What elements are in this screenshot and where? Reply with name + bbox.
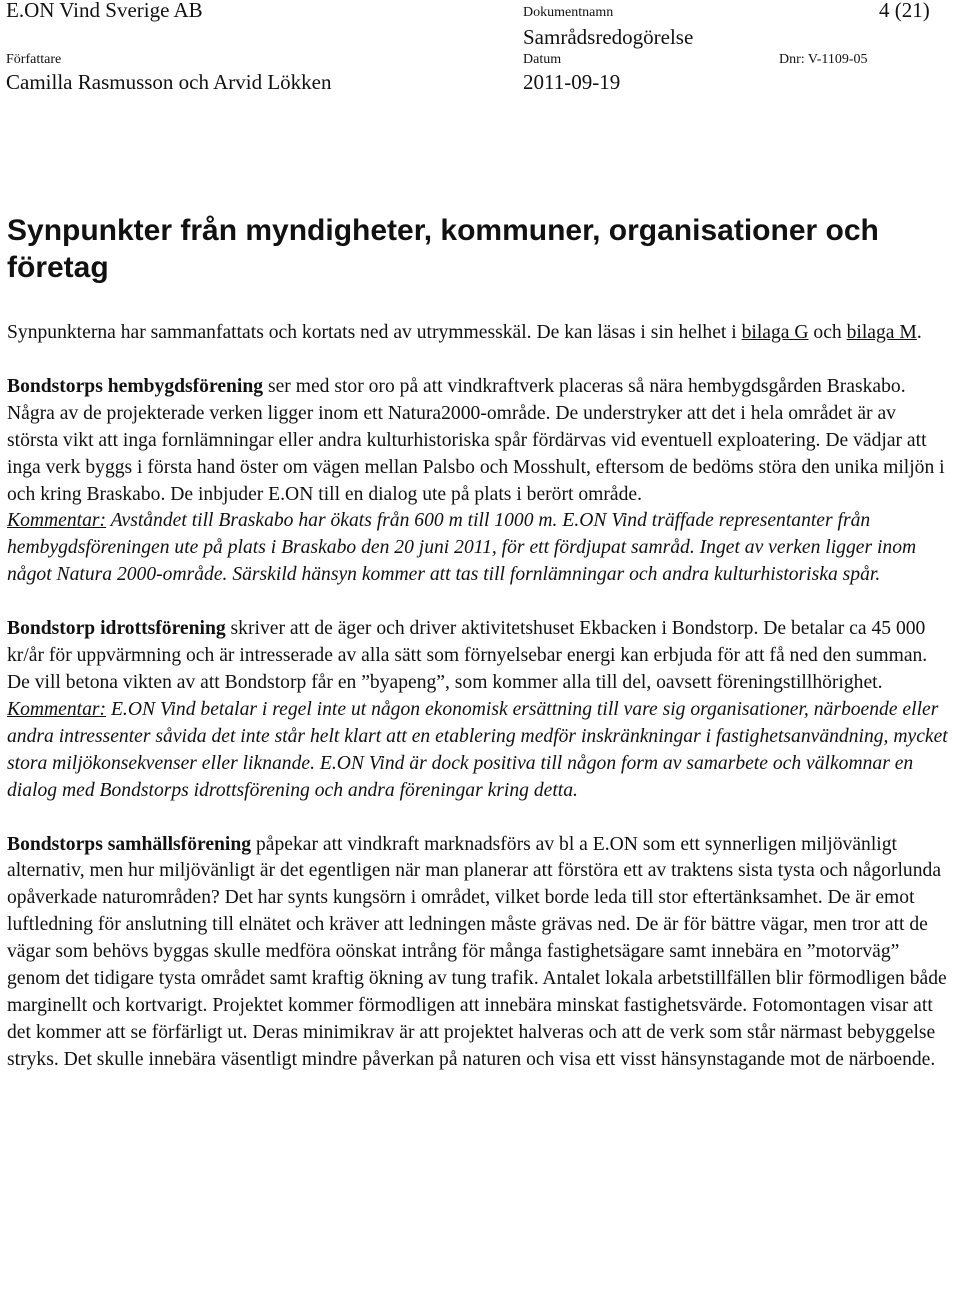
- comment-text: E.ON Vind betalar i regel inte ut någon ekonomisk ersättning till vare sig organisationer, närboende eller andra intressenter såvida det inte står helt klart att en etablering medför inskränkningar i fastighetsanvändning, mycket stora miljökonsekvenser eller liknande. E.ON Vind är dock positiva till någon form av samarbete och välkomnar en dialog med Bondstorps idrottsförening och andra föreningar kring detta.: [7, 698, 948, 801]
- section-samhallsforening: [7, 832, 952, 1074]
- org-name: Bondstorp idrottsförening: [7, 618, 226, 640]
- section-body: ser med stor oro på att vindkraftverk placeras så nära hembygdsgården Braskabo. Några av de projekterade verken ligger inom ett Natura2000-område. De understryker att det i hela området är av största vikt att inga fornlämningar eller andra kulturhistoriska spår fördärvas vid eventuell exploatering. De vädjar att inga verk byggs i första hand öster om vägen mellan Palsbo och Mosshult, eftersom de bedöms störa den unika miljön i och kring Braskabo. De inbjuder E.ON till en dialog ute på plats i berört område.: [7, 375, 945, 505]
- dnr: Dnr: V-1109-05: [779, 52, 868, 67]
- doc-name-label: Dokumentnamn: [523, 5, 614, 20]
- org-name: Bondstorps hembygdsförening: [7, 375, 264, 397]
- section-body: skriver att de äger och driver aktivitetshuset Ekbacken i Bondstorp. De betalar ca 45 000 kr/år för uppvärmning och är intresserade av alla sätt som förnyelsebar energi kan erbjuda för att få ned den summan. De vill betona vikten av att Bondstorp får en ”byapeng”, som kommer alla till del, oavsett föreningstillhörighet.: [7, 618, 928, 693]
- comment-text: Avståndet till Braskabo har ökats från 600 m till 1000 m. E.ON Vind träffade representanter från hembygdsföreningen ute på plats i Braskabo den 20 juni 2011, för ett fördjupat samråd. Inget av verken ligger inom något Natura 2000-område. Särskild hänsyn kommer att tas till fornlämningar och andra kulturhistoriska spår.: [7, 510, 917, 586]
- intro-text: Synpunkterna har sammanfattats och kortats ned av utrymmesskäl. De kan läsas i sin helhet i: [7, 322, 742, 343]
- page-number: 4 (21): [879, 0, 930, 22]
- org-name: Bondstorps samhällsförening: [7, 833, 252, 855]
- comment-label: Kommentar:: [7, 510, 107, 532]
- document-body: [7, 320, 952, 1074]
- bilaga-m-link[interactable]: bilaga M: [846, 322, 917, 343]
- page-title: Synpunkter från myndigheter, kommuner, organisationer och företag: [7, 214, 879, 284]
- author-label: Författare: [6, 52, 62, 67]
- section-hembygdsforening: [7, 374, 952, 509]
- company-name: E.ON Vind Sverige AB: [6, 0, 203, 22]
- comment-hembygdsforening: [7, 508, 952, 589]
- comment-label: Kommentar:: [7, 698, 107, 720]
- intro-paragraph: [7, 320, 952, 347]
- comment-idrottsforening: [7, 697, 952, 805]
- intro-end: .: [916, 322, 922, 343]
- doc-name: Samrådsredogörelse: [523, 25, 694, 49]
- intro-mid: och: [808, 322, 847, 343]
- section-idrottsforening: [7, 616, 952, 697]
- bilaga-g-link[interactable]: bilaga G: [741, 322, 809, 343]
- date-label: Datum: [523, 52, 562, 67]
- section-body: påpekar att vindkraft marknadsförs av bl a E.ON som ett synnerligen miljövänligt alternativ, men hur miljövänligt är det egentligen när man planerar att förstöra ett av traktens sista tysta och någorlunda opåverkade naturområden? Det har synts kungsörn i området, vilket borde leda till stor eftertänksamhet. De är emot luftledning för anslutning till elnätet och kräver att ledningen måste grävas ned. De är för bättre vägar, men tror att de vägar som behövs byggas skulle medföra oönskat intrång för många fastighetsägare samt innebära en ”motorväg” genom det tidigare tysta området samt kraftig ökning av tung trafik. Antalet lokala arbetstillfällen blir förmodligen både marginellt och kortvarigt. Projektet kommer förmodligen att innebära minskat fastighetsvärde. Fotomontagen visar att det kommer att se förfärligt ut. Deras minimikrav är att projektet halveras och att de verk som står närmast bebyggelse stryks. Det skulle innebära väsentligt mindre påverkan på naturen och visa ett visst hänsynstagande mot de närboende.: [7, 833, 947, 1070]
- date: 2011-09-19: [523, 70, 621, 94]
- authors: Camilla Rasmusson och Arvid Lökken: [6, 70, 332, 94]
